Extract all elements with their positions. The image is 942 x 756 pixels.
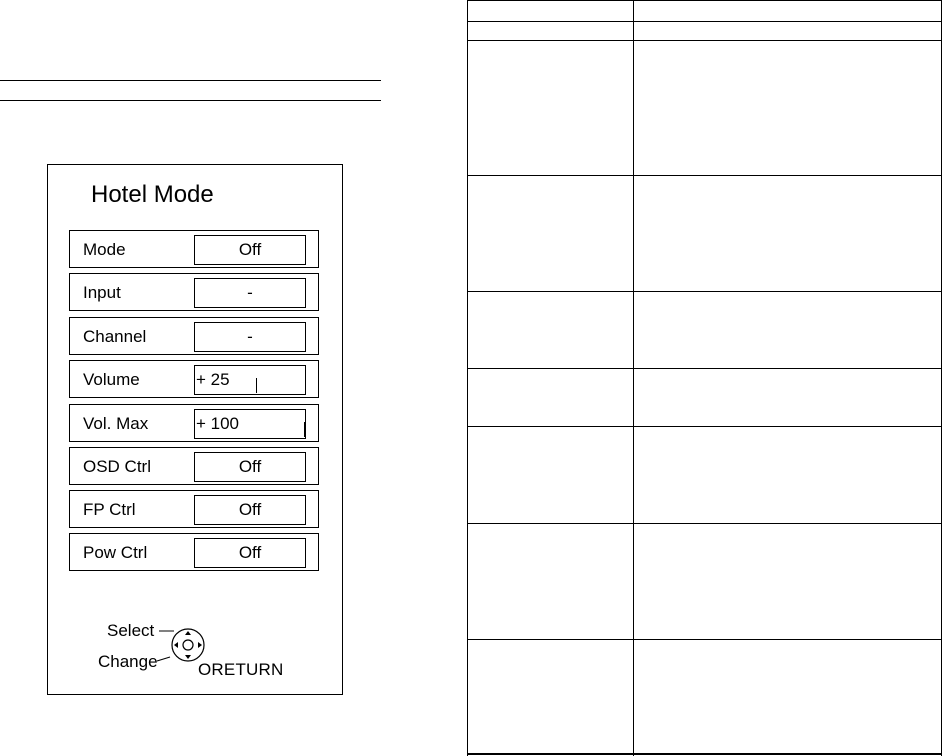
menu-row-channel[interactable]	[69, 317, 319, 355]
dpad-icon	[156, 617, 220, 673]
help-select-label: Select	[107, 621, 155, 640]
help-return-label: ORETURN	[198, 660, 284, 679]
menu-row-pow-ctrl[interactable]	[69, 533, 319, 571]
slider-value: + 25	[196, 370, 230, 389]
menu-row-osd-ctrl[interactable]	[69, 447, 319, 485]
table-row	[467, 21, 942, 41]
row-label: OSD Ctrl	[83, 457, 151, 476]
menu-row-volume[interactable]	[69, 360, 319, 398]
row-label: FP Ctrl	[83, 500, 136, 519]
row-value[interactable]: Off	[194, 452, 306, 482]
slider-tick	[304, 422, 305, 437]
vol-max-slider[interactable]	[194, 409, 306, 439]
row-label: Volume	[83, 370, 140, 389]
slider-tick	[256, 378, 257, 393]
menu-row-fp-ctrl[interactable]	[69, 490, 319, 528]
table-row	[467, 368, 942, 427]
menu-row-vol-max[interactable]	[69, 404, 319, 442]
table-row	[467, 639, 942, 755]
table-row	[467, 175, 942, 292]
row-label: Mode	[83, 240, 126, 259]
menu-row-mode[interactable]	[69, 230, 319, 268]
row-label: Input	[83, 283, 121, 302]
row-value[interactable]: Off	[194, 538, 306, 568]
row-value[interactable]: -	[194, 278, 306, 308]
row-label: Vol. Max	[83, 414, 149, 433]
slider-value: + 100	[196, 414, 240, 433]
table-row	[467, 523, 942, 640]
menu-title: Hotel Mode	[91, 181, 214, 208]
row-label: Channel	[83, 327, 147, 346]
description-table	[467, 0, 942, 756]
table-border	[467, 753, 942, 755]
table-row	[467, 291, 942, 369]
table-row	[467, 40, 942, 176]
header-rule-top	[0, 80, 381, 81]
table-row	[467, 426, 942, 524]
hotel-mode-menu	[47, 164, 343, 695]
help-change-label: Change	[98, 652, 158, 671]
row-value[interactable]: Off	[194, 235, 306, 265]
row-value[interactable]: -	[194, 322, 306, 352]
table-row	[467, 0, 942, 22]
volume-slider[interactable]	[194, 365, 306, 395]
menu-row-input[interactable]	[69, 273, 319, 311]
row-value[interactable]: Off	[194, 495, 306, 525]
row-label: Pow Ctrl	[83, 543, 148, 562]
header-rule-bottom	[0, 100, 381, 101]
